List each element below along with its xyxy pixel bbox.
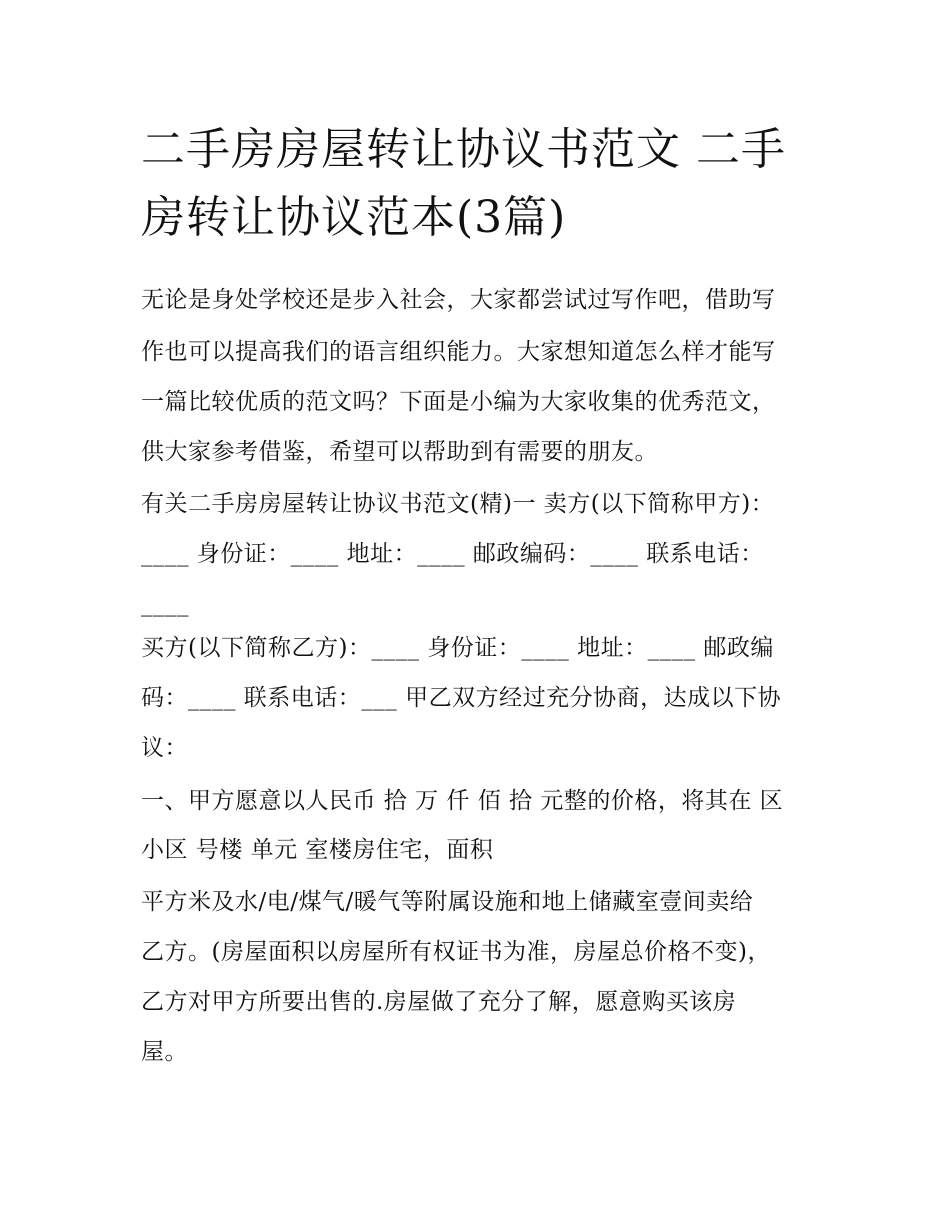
paragraph-line: 平方米及水/电/煤气/暖气等附属设施和地上储藏室壹间卖给 [141, 889, 754, 915]
paragraph-line: 乙方对甲方所要出售的.房屋做了充分了解，愿意购买该房 [141, 989, 737, 1015]
paragraph-line: 小区 号楼 单元 室楼房住宅，面积 [141, 837, 494, 863]
paragraph-line: 供大家参考借鉴，希望可以帮助到有需要的朋友。 [141, 439, 658, 465]
paragraph-line: 议： [141, 735, 188, 761]
paragraph-line: 买方(以下简称乙方)：____ 身份证：____ 地址：____ 邮政编 [141, 635, 774, 661]
paragraph-line: 码：____ 联系电话：___ 甲乙双方经过充分协商，达成以下协 [141, 685, 782, 711]
document-title: 二手房房屋转让协议书范文 二手房转让协议范本(3篇) [141, 124, 786, 243]
paragraph-line: 乙方。(房屋面积以房屋所有权证书为准，房屋总价格不变)， [141, 939, 771, 965]
paragraph-line: 作也可以提高我们的语言组织能力。大家想知道怎么样才能写 [141, 339, 776, 365]
paragraph-line: 无论是身处学校还是步入社会，大家都尝试过写作吧，借助写 [141, 287, 776, 313]
paragraph-line: 有关二手房房屋转让协议书范文(精)一 卖方(以下简称甲方)： [141, 491, 775, 517]
paragraph-line: ____ [141, 591, 189, 617]
paragraph-line: 一篇比较优质的范文吗？下面是小编为大家收集的优秀范文， [141, 389, 776, 415]
paragraph-line: 一、甲方愿意以人民币 拾 万 仟 佰 拾 元整的价格，将其在 区 [141, 788, 784, 814]
paragraph-line: 屋。 [141, 1039, 188, 1065]
paragraph-line: ____ 身份证：____ 地址：____ 邮政编码：____ 联系电话： [141, 541, 764, 567]
